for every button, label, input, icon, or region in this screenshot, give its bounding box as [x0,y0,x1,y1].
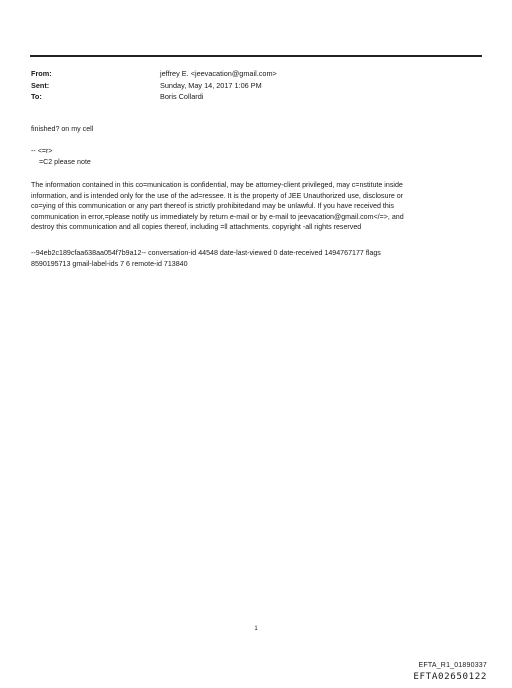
to-value: Boris Collardi [160,92,204,101]
message-body [31,124,483,135]
disclaimer-line: communication in error,=please notify us immediately by return e-mail or by e-mail to jeevacation@gmail.com</=>, and [31,212,404,221]
sent-row [31,80,481,92]
from-value: jeffrey E. <jeevacation@gmail.com> [160,69,277,78]
metadata-line: --94eb2c189cfaa638aa054f7b9a12-- conversation-id 44548 date-last-viewed 0 date-received 1494767177 flags [31,249,381,257]
disclaimer-line: co=ying of this communication or any part thereof is strictly prohibitedand may be unlawful. If you have received this [31,202,394,211]
metadata-line: 8590195713 gmail-label-ids 7 6 remote-id 713840 [31,259,188,268]
disclaimer-line: destroy this communication and all copies thereof, including =ll attachments. copyright -all rights reserved [31,223,362,232]
sent-value: Sunday, May 14, 2017 1:06 PM [160,80,262,90]
message-metadata [31,248,483,269]
message-line: finished? on my cell [31,125,94,133]
to-label: To: [31,92,42,101]
confidentiality-disclaimer [31,180,483,233]
header-rule [30,55,482,57]
signature-line: =C2 please note [39,157,91,166]
email-header [31,68,481,103]
signature-line: -- <=r> [31,147,53,155]
from-label: From: [31,69,52,78]
from-row [31,68,481,80]
bates-number-secondary: EFTA02650122 [413,671,487,682]
disclaimer-line: information, and is intended only for the use of the ad=ressee. It is the property of JEE Unauthorized use, disclosure or [31,191,404,200]
to-row [31,91,481,103]
signature-block [31,146,483,167]
bates-number-primary: EFTA_R1_01890337 [418,662,487,669]
sent-label: Sent: [31,80,50,90]
page-number: 1 [254,626,258,632]
disclaimer-line: The information contained in this co=munication is confidential, may be attorney-client privileged, may c=nstitute inside [31,181,403,189]
